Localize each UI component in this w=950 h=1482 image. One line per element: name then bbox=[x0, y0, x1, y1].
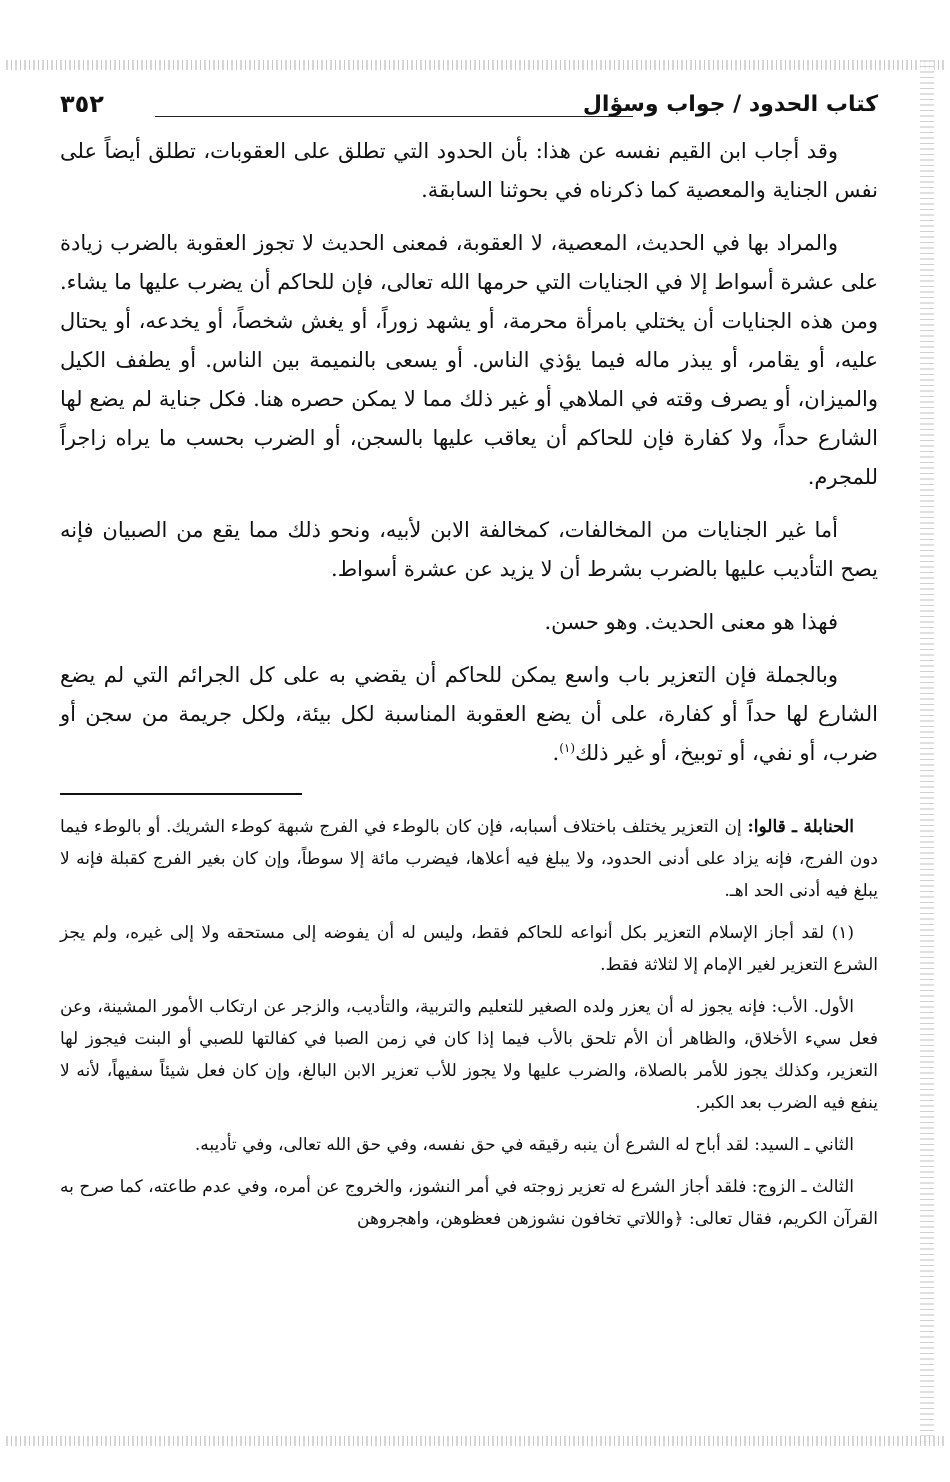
page-header bbox=[60, 92, 878, 134]
footnote-separator bbox=[60, 793, 302, 795]
main-text bbox=[60, 132, 878, 773]
paragraph: أما غير الجنايات من المخالفات، كمخالفة الابن لأبيه، ونحو ذلك مما يقع من الصبيان فإنه يصح التأديب عليها بالضرب بشرط أن لا يزيد عن عشرة أسواط. bbox=[60, 518, 878, 581]
footnote-lead: الحنابلة ـ قالوا: bbox=[747, 817, 855, 837]
decorative-border-right bbox=[920, 60, 934, 1446]
footnote-third: الثالث ـ الزوج: فلقد أجاز الشرع له تعزير زوجته في أمر النشوز، والخروج عن أمره، وفي عدم طاعته، كما صرح به القرآن الكريم، فقال تعالى: ﴿واللاتي تخافون نشوزهن فعظوهن، واهجروهن bbox=[60, 1177, 878, 1229]
paragraph-end: . bbox=[552, 741, 560, 765]
footnote-1: (١) لقد أجاز الإسلام التعزير بكل أنواعه للحاكم فقط، وليس له أن يفوضه إلى مستحقه ولا إلى غيره، ولم يجز الشرع التعزير لغير الإمام إلا لثلاثة فقط. bbox=[60, 923, 878, 975]
paragraph: فهذا هو معنى الحديث. وهو حسن. bbox=[544, 610, 838, 634]
footnote-second: الثاني ـ السيد: لقد أباح له الشرع أن ينبه رقيقه في حق نفسه، وفي حق الله تعالى، وفي تأديبه. bbox=[194, 1135, 854, 1155]
paragraph bbox=[60, 656, 878, 773]
header-rule bbox=[155, 116, 633, 117]
running-title: كتاب الحدود / جواب وسؤال bbox=[582, 92, 878, 117]
footnotes bbox=[60, 811, 878, 1235]
paragraph: وقد أجاب ابن القيم نفسه عن هذا: بأن الحدود التي تطلق على العقوبات، تطلق أيضاً على نفس الجناية والمعصية كما ذكرناه في بحوثنا السابقة. bbox=[60, 139, 878, 202]
paragraph-text: وبالجملة فإن التعزير باب واسع يمكن للحاكم أن يقضي به على كل الجرائم التي لم يضع الشارع لها حداً أو كفارة، على أن يضع العقوبة المناسبة لكل بيئة، ولكل جريمة من سجن أو ضرب، أو نفي، أو توبيخ، أو غير ذلك bbox=[60, 663, 878, 765]
footnote-hanabila bbox=[60, 811, 878, 907]
footnote-first: الأول. الأب: فإنه يجوز له أن يعزر ولده الصغير للتعليم والتربية، والتأديب، والزجر عن ارتكاب الأمور المشينة، وعن فعل سيء الأخلاق، والظاهر أن الأم تلحق بالأب فيما إذا كان في زمن الصبا في كفالتها للصبي أو البنت فيجوز لها التعزير، وكذلك يجوز للأمر بالصلاة، والضرب عليها ولا يجوز للأب تعزير الابن البالغ، وإن كان فعل شيئاً سفيهاً، لأنه لا ينفع فيه الضرب بعد الكبر. bbox=[60, 997, 878, 1113]
page-number: ٣٥٢ bbox=[60, 90, 104, 118]
decorative-border-bottom bbox=[6, 1436, 944, 1446]
footnote-text: إن التعزير يختلف باختلاف أسبابه، فإن كان بالوطء في الفرج شبهة كوطء الشريك. أو بالوطء فيما دون الفرج، فإنه يزاد على أدنى الحدود، ولا يبلغ فيه أعلاها، فيضرب مائة إلا سوطاً، وإن كان بغير الفرج كقبلة فإنه لا يبلغ فيه أدنى الحد اهـ. bbox=[60, 817, 878, 901]
book-page bbox=[60, 92, 878, 1427]
decorative-border-top bbox=[6, 60, 944, 70]
footnote-reference: (١) bbox=[559, 741, 576, 755]
paragraph: والمراد بها في الحديث، المعصية، لا العقوبة، فمعنى الحديث لا تجوز العقوبة بالضرب زيادة على عشرة أسواط إلا في الجنايات التي حرمها الله تعالى، فإن للحاكم أن يضرب عليها ما يشاء. ومن هذه الجنايات أن يختلي بامرأة محرمة، أو يشهد زوراً، أو يغش شخصاً، أو يخدعه، أو يحتال عليه، أو يقامر، أو يبذر ماله فيما يؤذي الناس. أو يسعى بالنميمة بين الناس. أو يطفف الكيل والميزان، أو يصرف وقته في الملاهي أو غير ذلك مما لا يمكن حصره هنا. فكل جناية لم يضع لها الشارع حداً، ولا كفارة فإن للحاكم أن يعاقب عليها بالسجن، أو الضرب بحسب ما يراه زاجراً للمجرم. bbox=[60, 231, 878, 489]
